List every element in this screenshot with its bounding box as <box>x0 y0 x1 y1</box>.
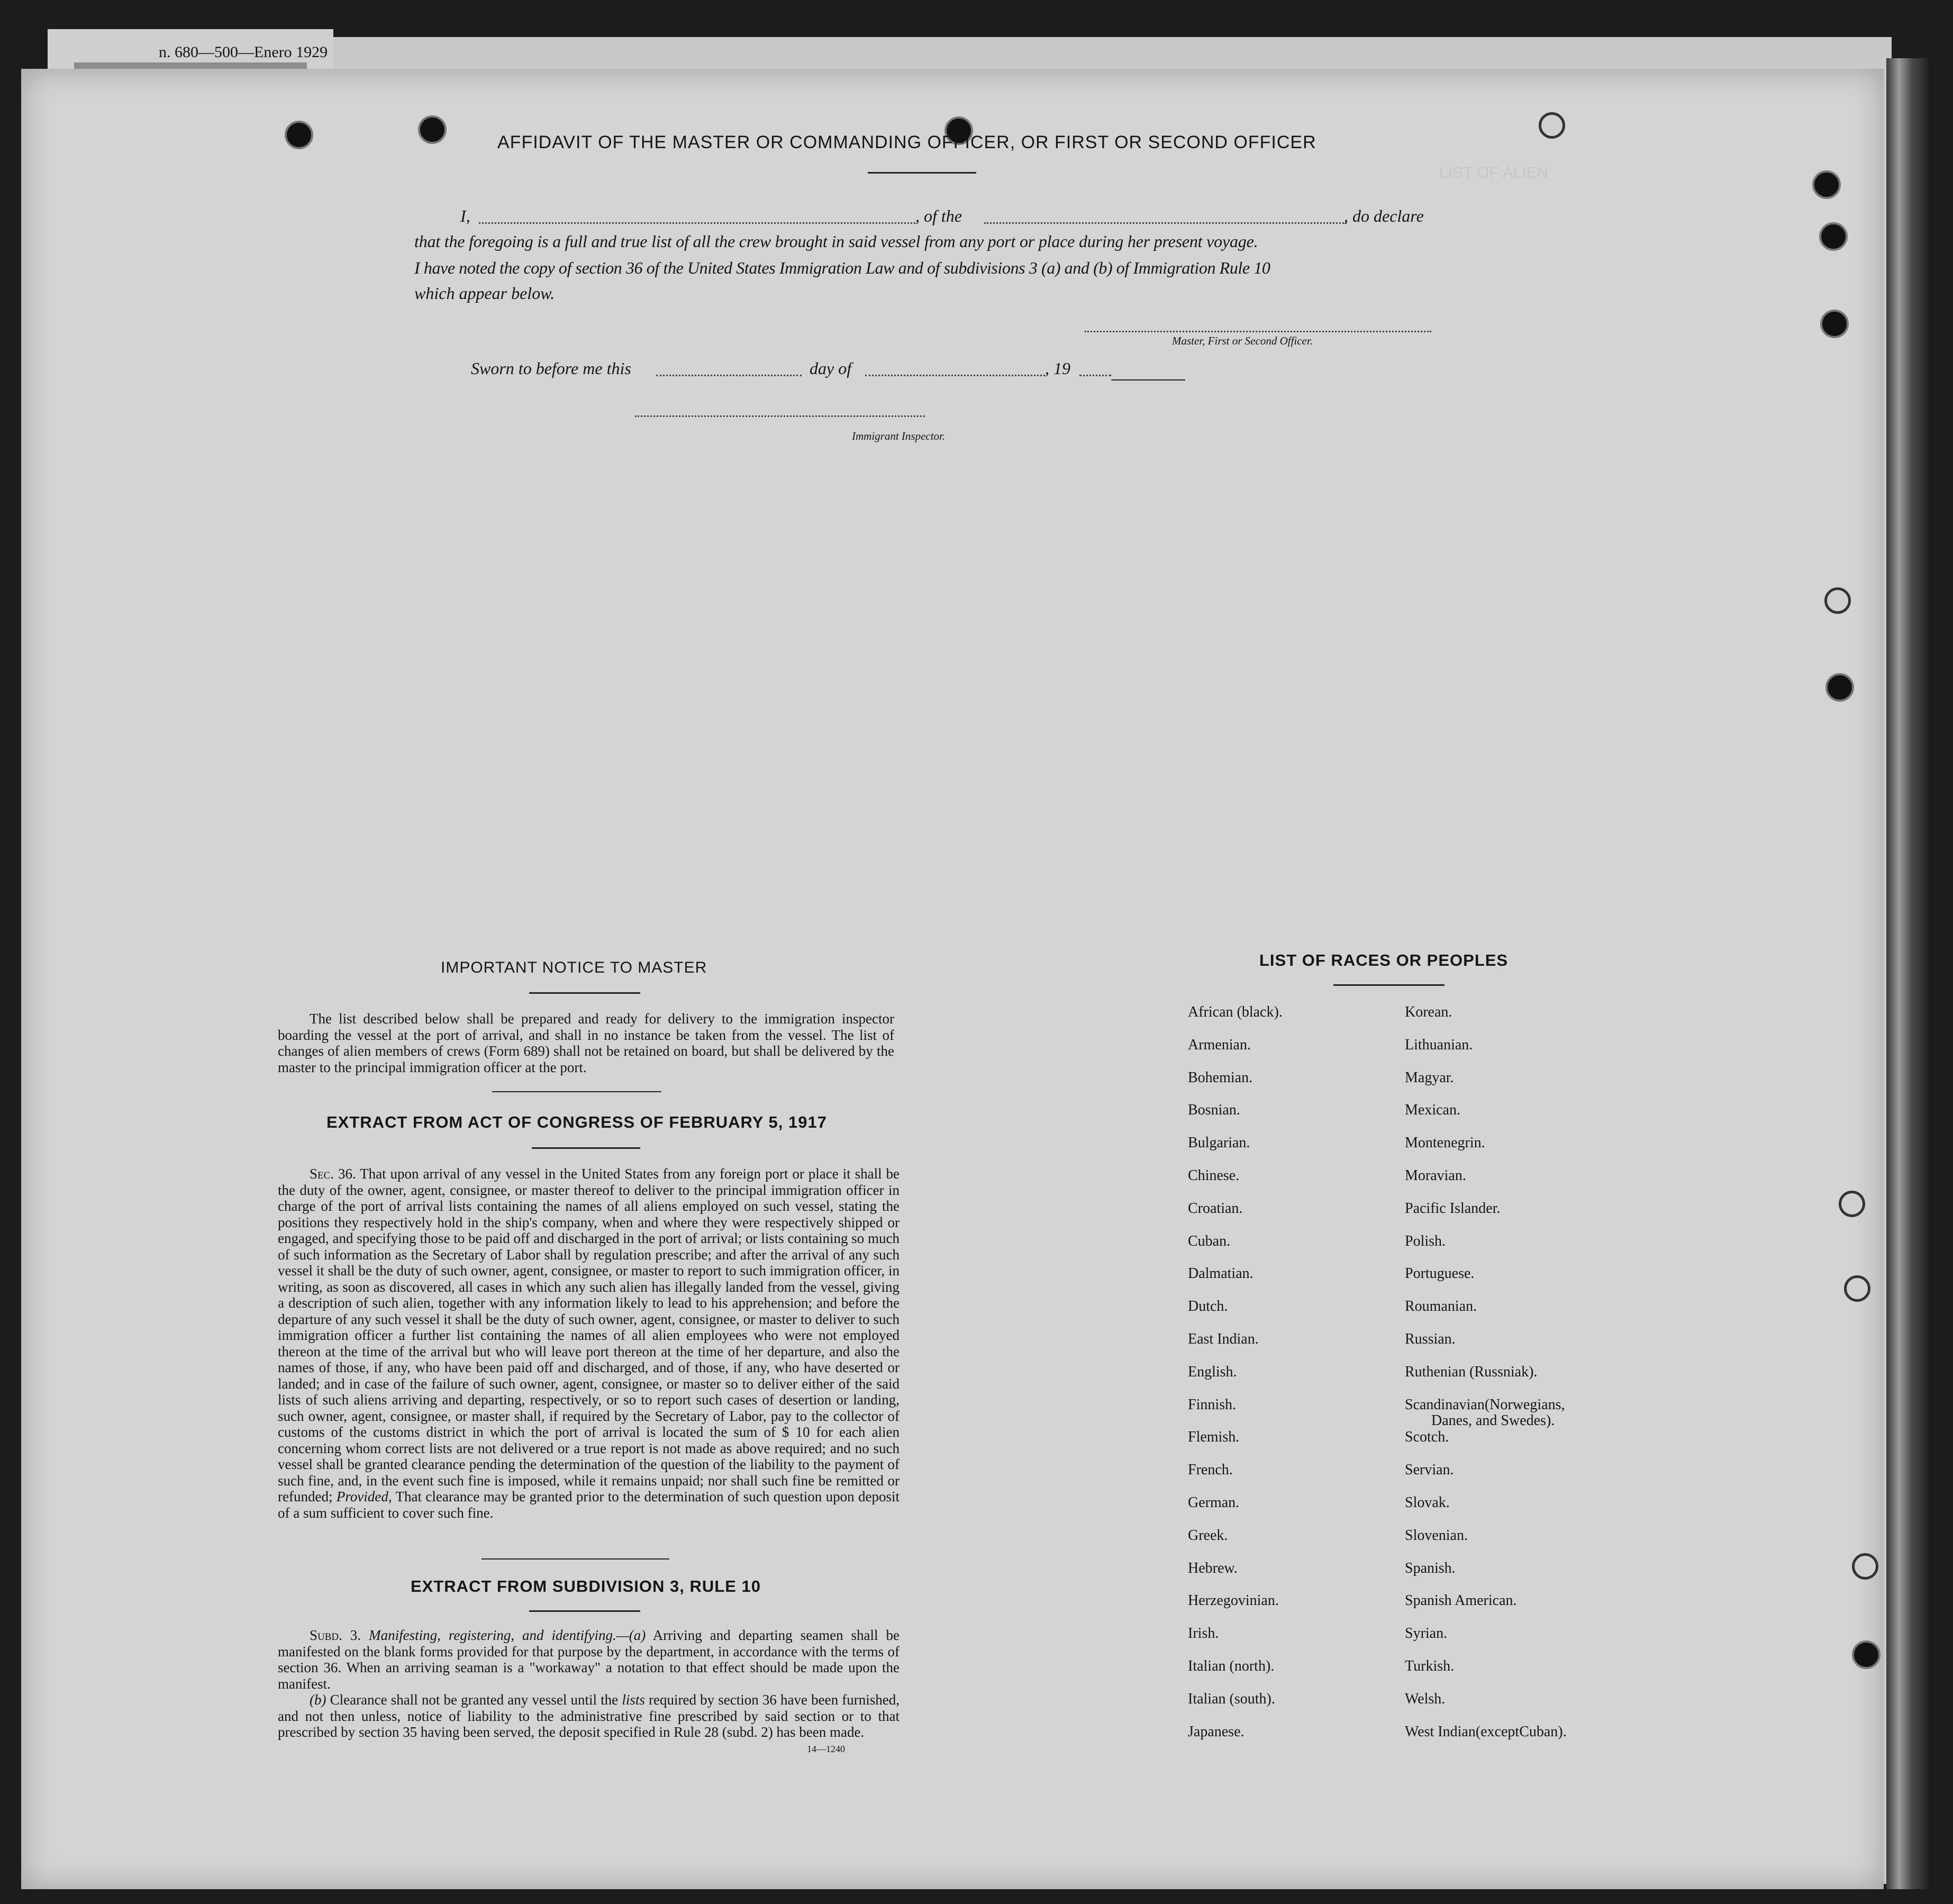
reinforcement-ring <box>1539 112 1565 139</box>
rule-b-label: (b) <box>310 1692 326 1708</box>
race-item: East Indian. <box>1188 1331 1259 1347</box>
race-item: Spanish. <box>1405 1560 1456 1576</box>
race-item: Lithuanian. <box>1405 1036 1473 1053</box>
races-title-rule <box>1333 984 1445 986</box>
race-item: Flemish. <box>1188 1429 1240 1446</box>
reinforcement-ring <box>1852 1553 1878 1580</box>
rule-text <box>278 1627 900 1740</box>
day-field[interactable] <box>656 375 802 376</box>
race-item: Japanese. <box>1188 1723 1245 1740</box>
race-item: Finnish. <box>1188 1396 1237 1413</box>
rule-title: EXTRACT FROM SUBDIVISION 3, RULE 10 <box>411 1577 761 1595</box>
race-item: Welsh. <box>1405 1690 1446 1707</box>
race-item: Portuguese. <box>1405 1265 1475 1282</box>
rule-paragraph-a <box>278 1627 900 1692</box>
act-title-rule <box>532 1147 640 1149</box>
race-item: Spanish American. <box>1405 1592 1517 1609</box>
race-item: Slovak. <box>1405 1494 1450 1511</box>
race-item: Korean. <box>1405 1004 1452 1020</box>
binding-edge <box>1886 58 1929 1889</box>
punch-hole <box>1819 222 1848 251</box>
punch-hole <box>285 121 313 149</box>
race-item: West Indian(exceptCuban). <box>1405 1723 1567 1740</box>
notice-end-rule <box>492 1091 661 1092</box>
race-item: Moravian. <box>1405 1167 1466 1184</box>
race-item: Italian (south). <box>1188 1690 1275 1707</box>
race-item: Turkish. <box>1405 1658 1455 1674</box>
race-item: Pacific Islander. <box>1405 1200 1501 1217</box>
master-signature-field[interactable] <box>1085 331 1431 332</box>
bleed-through-text: LIST OF ALIEN <box>1439 164 1549 182</box>
notice-text <box>278 1011 894 1075</box>
sworn-label: Sworn to before me this <box>471 359 631 378</box>
form-number: n. 680—500—Enero 1929 <box>159 43 328 61</box>
race-item: Danes, and Swedes). <box>1431 1412 1555 1429</box>
race-item: Bohemian. <box>1188 1069 1253 1086</box>
race-item: Bosnian. <box>1188 1102 1240 1119</box>
race-item: English. <box>1188 1363 1237 1380</box>
race-item: Dutch. <box>1188 1298 1228 1315</box>
act-provided: Provided, <box>336 1489 392 1504</box>
race-item: Croatian. <box>1188 1200 1243 1217</box>
races-title: LIST OF RACES OR PEOPLES <box>1259 951 1509 969</box>
document-sheet <box>21 69 1884 1889</box>
punch-hole <box>418 115 447 144</box>
rule-paragraph-b <box>278 1692 900 1740</box>
race-item: Herzegovinian. <box>1188 1592 1279 1609</box>
affidavit-line3: I have noted the copy of section 36 of the United States Immigration Law and of subdivisions 3 (a) and (b) of Immigration Rule 10 <box>414 258 1270 277</box>
act-body: That upon arrival of any vessel in the United States from any foreign port or place it shall be the duty of the owner, agent, consignee, or master thereof to deliver to the principal immigration officer in charge of the port of arrival lists containing the names of all aliens employed on such vessel, stating the positions they respectively hold in the ship's company, when and where they were respectively shipped or engaged, and specifying those to be paid off and discharged in the port of arrival; or lists containing so much of such information as the Secretary of Labor shall by regulation prescribe; and after the arrival of any such vessel it shall be the duty of such owner, agent, consignee, or master to report to such immigration officer, in writing, as soon as discovered, all cases in which any such alien has illegally landed from the vessel, giving a description of such alien, together with any information likely to lead to his apprehension; and before the departure of any such vessel it shall be the duty of such owner, agent, consignee, or master to deliver to such immigration officer a further list containing the names of all alien employees who were not employed thereon at the time of the arrival but who will leave port thereon at the time of her departure, and also the names of those, if any, who have been paid off and discharged, and of those, if any, who have deserted or landed; and in case of the failure of such owner, agent, consignee, or master so to deliver either of the said lists of such aliens arriving and departing, respectively, or so to report such cases of desertion or landing, such owner, agent, consignee, or master shall, if required by the Secretary of Labor, pay to the collector of customs of the customs district in which the port of arrival is located the sum of $ 10 for each alien concerning whom correct lists are not delivered or a true report is not made as above required; and no such vessel shall be granted clearance pending the determination of the question of the liability to the payment of such fine, and, in the event such fine is imposed, while it remains unpaid; nor shall such fine be remitted or refunded; <box>278 1166 900 1504</box>
rule-subd-title: Manifesting, registering, and identifying.—(a) <box>369 1627 646 1643</box>
notice-title: IMPORTANT NOTICE TO MASTER <box>441 959 707 976</box>
rule-title-rule <box>529 1610 640 1612</box>
act-text <box>278 1166 900 1521</box>
reinforcement-ring <box>1824 587 1851 614</box>
reinforcement-ring <box>1839 1191 1865 1217</box>
race-item: German. <box>1188 1494 1240 1511</box>
inspector-label: Immigrant Inspector. <box>852 430 946 442</box>
notice-paragraph: The list described below shall be prepared and ready for delivery to the immigration inspector boarding the vessel at the port of arrival, and shall in no instance be taken from the vessel. The list of changes of alien members of crews (Form 689) shall not be retained on board, but shall be delivered by the master to the principal immigration officer at the port. <box>278 1011 894 1075</box>
name-field[interactable] <box>479 222 915 224</box>
race-item: Scandinavian(Norwegians, <box>1405 1396 1565 1413</box>
affidavit-line4: which appear below. <box>414 284 555 303</box>
affidavit-declare: , do declare <box>1344 206 1424 225</box>
day-of-label: day of <box>810 359 852 378</box>
notice-title-rule <box>529 992 640 994</box>
vessel-field[interactable] <box>984 222 1347 224</box>
affidavit-title-rule <box>868 172 976 174</box>
act-end-rule <box>482 1558 669 1560</box>
year-underline <box>1111 379 1185 380</box>
race-item: African (black). <box>1188 1004 1283 1020</box>
race-item: Italian (north). <box>1188 1658 1275 1674</box>
act-title: EXTRACT FROM ACT OF CONGRESS OF FEBRUARY 5, 1917 <box>326 1113 827 1131</box>
year-field[interactable] <box>1079 375 1111 376</box>
race-item: Mexican. <box>1405 1102 1460 1119</box>
race-item: Scotch. <box>1405 1429 1449 1446</box>
race-item: Roumanian. <box>1405 1298 1477 1315</box>
month-field[interactable] <box>865 375 1045 376</box>
race-item: Dalmatian. <box>1188 1265 1253 1282</box>
race-item: Armenian. <box>1188 1036 1251 1053</box>
reinforcement-ring <box>1844 1275 1870 1302</box>
punch-hole <box>1825 673 1854 702</box>
affidavit-title: AFFIDAVIT OF THE MASTER OR COMMANDING OFFICER, OR FIRST OR SECOND OFFICER <box>497 132 1316 152</box>
punch-hole <box>1820 310 1849 338</box>
race-item: Hebrew. <box>1188 1560 1238 1576</box>
race-item: Ruthenian (Russniak). <box>1405 1363 1538 1380</box>
race-item: Bulgarian. <box>1188 1135 1250 1152</box>
master-signature-label: Master, First or Second Officer. <box>1172 334 1313 347</box>
affidavit-i: I, <box>460 206 470 225</box>
punch-hole <box>1812 170 1841 199</box>
race-item: Magyar. <box>1405 1069 1454 1086</box>
year-label: , 19 <box>1045 359 1070 378</box>
inspector-signature-field[interactable] <box>635 415 925 417</box>
race-item: Polish. <box>1405 1232 1446 1249</box>
rule-lists-word: lists <box>622 1692 645 1708</box>
race-item: Montenegrin. <box>1405 1135 1485 1152</box>
rule-text-b2: required by section 36 have been furnished, and not then unless, notice of liability to the administrative fine prescribed by said section or to that prescribed by section 35 having been served, the deposit specified in Rule 28 (subd. 2) has been made. <box>278 1692 900 1740</box>
rule-subd-label: Subd. 3. <box>310 1627 361 1643</box>
race-item: Russian. <box>1405 1331 1456 1347</box>
act-body-end: That clearance may be granted prior to the determination of such question upon deposit of a sum sufficient to cover such fine. <box>278 1489 900 1521</box>
affidavit-line2: that the foregoing is a full and true list of all the crew brought in said vessel from any port or place during her present voyage. <box>414 232 1258 251</box>
race-item: Slovenian. <box>1405 1527 1468 1544</box>
race-item: Greek. <box>1188 1527 1228 1544</box>
race-item: French. <box>1188 1462 1233 1479</box>
race-item: Syrian. <box>1405 1625 1448 1642</box>
race-item: Chinese. <box>1188 1167 1240 1184</box>
punch-hole <box>1852 1640 1881 1669</box>
affidavit-of-the: , of the <box>915 206 962 225</box>
race-item: Irish. <box>1188 1625 1219 1642</box>
race-item: Cuban. <box>1188 1232 1231 1249</box>
rule-text-b1: Clearance shall not be granted any vessel until the <box>330 1692 619 1708</box>
form-code: 14—1240 <box>807 1744 845 1754</box>
race-item: Servian. <box>1405 1462 1454 1479</box>
act-paragraph <box>278 1166 900 1521</box>
act-sec-label: Sec. 36. <box>310 1166 356 1182</box>
rule-text-a: Arriving and departing seamen shall be manifested on the blank forms provided for that purpose by the department, in accordance with the terms of section 36. When an arriving seaman is a "workaway" a notation to that effect should be made upon the manifest. <box>278 1627 900 1692</box>
